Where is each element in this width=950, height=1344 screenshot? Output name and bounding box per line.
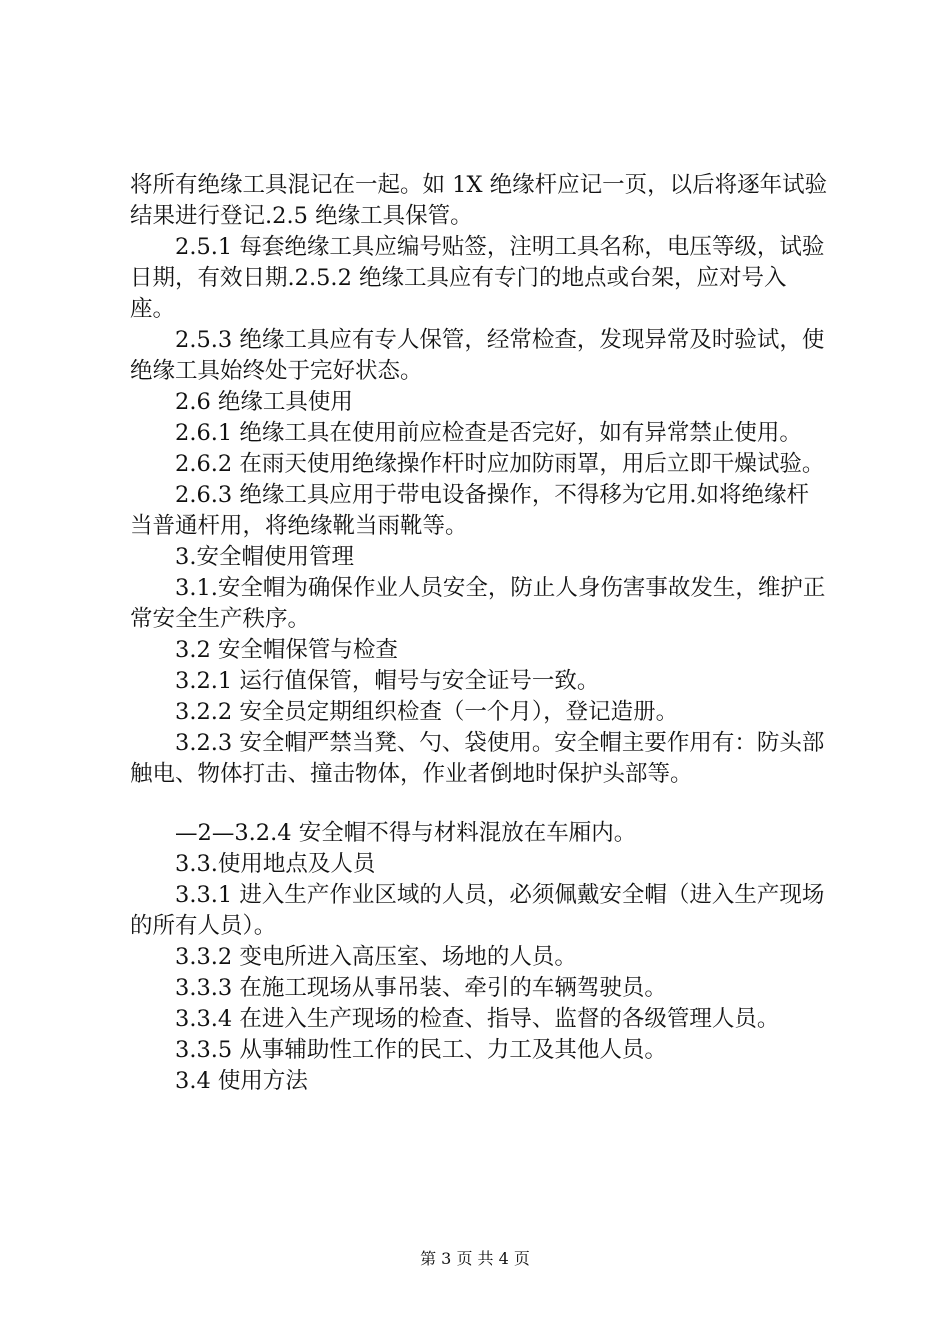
- subsection-heading: 3.4 使用方法: [175, 1068, 308, 1094]
- paragraph: 2.6.2 在雨天使用绝缘操作杆时应加防雨罩，用后立即干燥试验。: [175, 451, 825, 477]
- paragraph: 3.2.1 运行值保管，帽号与安全证号一致。: [175, 668, 600, 694]
- paragraph: 2.6.1 绝缘工具在使用前应检查是否完好，如有异常禁止使用。: [175, 420, 802, 446]
- paragraph: 2.5.3 绝缘工具应有专人保管，经常检查，发现异常及时验试，使绝缘工具始终处于完好状态。: [130, 327, 825, 384]
- paragraph: 3.2.2 安全员定期组织检查（一个月），登记造册。: [175, 699, 679, 725]
- paragraph: 3.2.3 安全帽严禁当凳、勺、袋使用。安全帽主要作用有：防头部触电、物体打击、撞击物体，作业者倒地时保护头部等。: [130, 730, 825, 787]
- subsection-heading: 3.2 安全帽保管与检查: [175, 637, 398, 663]
- paragraph: —2—3.2.4 安全帽不得与材料混放在车厢内。: [175, 820, 637, 846]
- paragraph: 3.3.1 进入生产作业区域的人员，必须佩戴安全帽（进入生产现场的所有人员）。: [130, 882, 825, 939]
- page-footer: 第 3 页 共 4 页: [420, 1249, 530, 1268]
- document-body: [130, 170, 830, 1097]
- paragraph: 2.6.3 绝缘工具应用于带电设备操作，不得移为它用.如将绝缘杆当普通杆用，将绝缘靴当雨靴等。: [130, 482, 810, 539]
- section-heading: 3.安全帽使用管理: [175, 544, 354, 570]
- subsection-heading: 3.3.使用地点及人员: [175, 851, 376, 877]
- paragraph: 3.3.3 在施工现场从事吊装、牵引的车辆驾驶员。: [175, 975, 667, 1001]
- paragraph: 将所有绝缘工具混记在一起。如 1X 绝缘杆应记一页，以后将逐年试验结果进行登记.2.5 绝缘工具保管。: [130, 172, 828, 229]
- paragraph: 3.3.4 在进入生产现场的检查、指导、监督的各级管理人员。: [175, 1006, 780, 1032]
- paragraph: 3.3.2 变电所进入高压室、场地的人员。: [175, 944, 577, 970]
- paragraph: 3.3.5 从事辅助性工作的民工、力工及其他人员。: [175, 1037, 667, 1063]
- paragraph: 2.6 绝缘工具使用: [175, 389, 353, 415]
- paragraph: 3.1.安全帽为确保作业人员安全，防止人身伤害事故发生，维护正常安全生产秩序。: [130, 575, 826, 632]
- paragraph: 2.5.1 每套绝缘工具应编号贴签，注明工具名称，电压等级，试验日期，有效日期.2.5.2 绝缘工具应有专门的地点或台架，应对号入座。: [130, 234, 825, 322]
